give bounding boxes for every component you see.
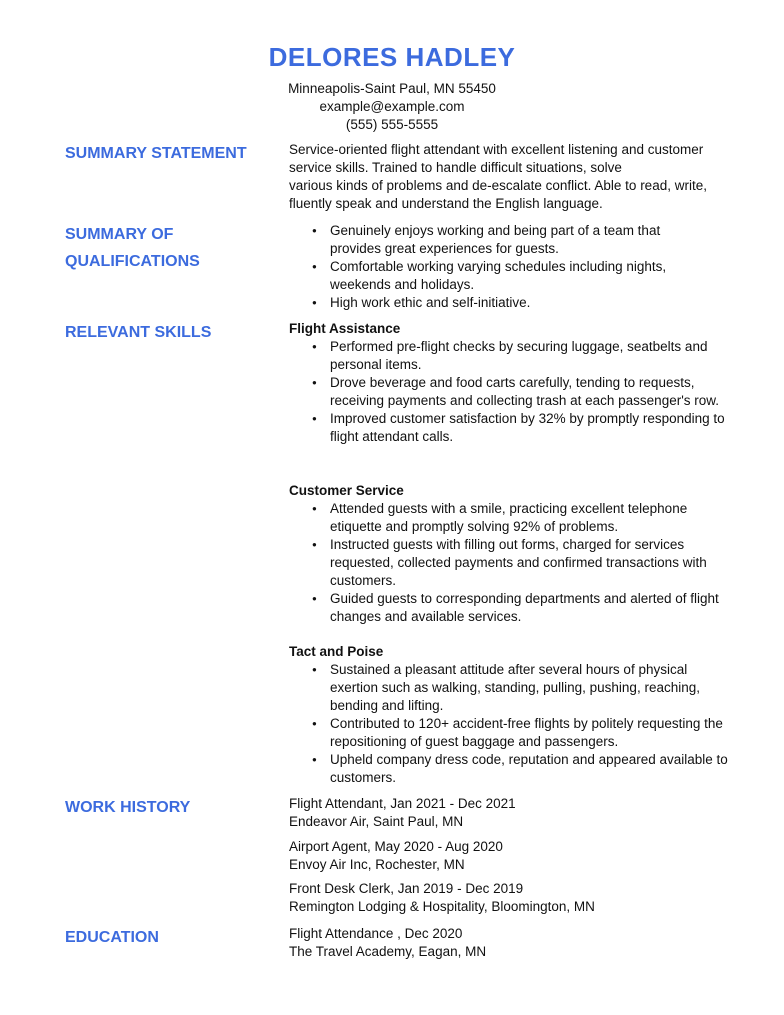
summary-line: service skills. Trained to handle difficult situations, solve [289,160,622,175]
summary-heading: SUMMARY STATEMENT [65,145,247,162]
list-item: ● Drove beverage and food carts carefully, tending to requests, receiving payments and collecting trash at each passenger's row. [289,374,729,410]
list-item: ● Performed pre-flight checks by securing luggage, seatbelts and personal items. [289,338,729,374]
work-history-heading: WORK HISTORY [65,799,191,816]
degree: Flight Attendance , Dec 2020 [289,926,463,941]
contact-email: example@example.com [319,99,465,114]
education-entry [289,925,739,961]
skill-group-title: Customer Service [289,483,404,498]
contact-info [250,80,534,134]
skill-group-tact-and-poise [289,643,729,787]
list-item: ● Attended guests with a smile, practicing excellent telephone etiquette and promptly solving 92% of problems. [289,500,729,536]
list-item: ● Improved customer satisfaction by 32% by promptly responding to flight attendant calls. [289,410,729,446]
skill-list [289,500,729,626]
skill-group-title: Tact and Poise [289,644,384,659]
job-entry [289,795,739,831]
skill-group-title: Flight Assistance [289,321,401,336]
summary-line: Service-oriented flight attendant with excellent listening and customer [289,142,704,157]
school: The Travel Academy, Eagan, MN [289,944,487,959]
qualifications-list [289,222,689,312]
job-entry [289,880,739,916]
skills-heading: RELEVANT SKILLS [65,324,212,341]
education-heading: EDUCATION [65,929,159,946]
skill-list [289,661,729,787]
qualifications-heading [65,221,200,275]
list-item: ● Genuinely enjoys working and being part of a team that provides great experiences for guests. [289,222,689,258]
skill-group-flight-assistance [289,320,729,446]
contact-phone: (555) 555-5555 [345,117,439,132]
job-title: Airport Agent, May 2020 - Aug 2020 [289,839,503,854]
qualifications-heading-line: SUMMARY OF [65,226,174,243]
list-item: ● Instructed guests with filling out forms, charged for services requested, collected payments and confirmed transactions with customers. [289,536,729,590]
summary-line: various kinds of problems and de-escalate conflict. Able to read, write, [289,178,707,193]
list-item: ● Upheld company dress code, reputation and appeared available to customers. [289,751,729,787]
job-entry [289,838,739,874]
job-title: Flight Attendant, Jan 2021 - Dec 2021 [289,796,516,811]
list-item: ● Contributed to 120+ accident-free flights by politely requesting the repositioning of guest baggage and passengers. [289,715,729,751]
job-company: Envoy Air Inc, Rochester, MN [289,857,465,872]
job-title: Front Desk Clerk, Jan 2019 - Dec 2019 [289,881,524,896]
list-item: ● Sustained a pleasant attitude after several hours of physical exertion such as walking, standing, pulling, pushing, reaching, bending and lifting. [289,661,729,715]
candidate-name: DELORES HADLEY [268,42,516,72]
list-item: ● Guided guests to corresponding departments and alerted of flight changes and available services. [289,590,729,626]
skill-group-customer-service [289,482,729,626]
skill-list [289,338,729,446]
job-company: Remington Lodging & Hospitality, Bloomington, MN [289,899,595,914]
contact-location: Minneapolis-Saint Paul, MN 55450 [288,81,496,96]
list-item: ● Comfortable working varying schedules including nights, weekends and holidays. [289,258,689,294]
job-company: Endeavor Air, Saint Paul, MN [289,814,464,829]
qualifications-heading-line: QUALIFICATIONS [65,253,200,270]
qualifications-list-container [289,222,689,312]
summary-text [289,141,739,213]
summary-line: fluently speak and understand the English language. [289,196,603,211]
list-item: ● High work ethic and self-initiative. [289,294,689,312]
